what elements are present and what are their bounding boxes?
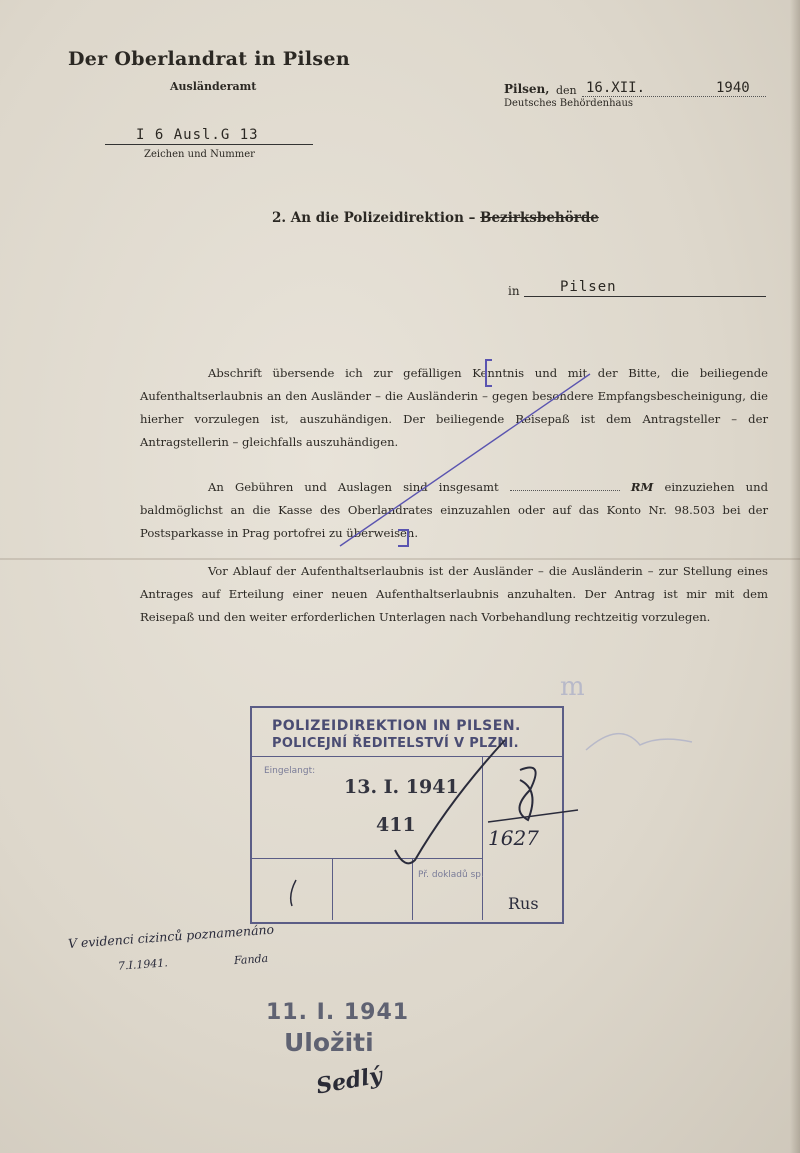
addressee-prefix: 2. An die Polizeidirektion – [272,210,476,226]
in-label: in [508,284,520,298]
note-underline [66,946,340,964]
addressee-struck-text: Bezirksbehörde [480,210,599,226]
fees-text-start: An Gebühren und Auslagen sind insgesamt [208,480,499,494]
faint-signature-stroke [586,734,692,750]
stamp-entry-number: 411 [376,814,416,836]
paragraph-renewal: Vor Ablauf der Aufenthaltserlaubnis ist der Ausländer – die Ausländerin – zur Stellung eines Antrages auf Erteilung einer neuen Aufenthaltserlaubnis anzuhalten. Der Antrag ist mir mit dem Reisepaß und den weiter erforderlichen Unterlagen nach Vorbehandlung rechtzeitig vorzulegen. [140,564,768,624]
stamp-field-label: Př. dokladů sp. [418,870,484,880]
date-value: 16.XII. [586,80,646,96]
bracket-stroke [291,880,296,906]
filing-stamp-date: 11. I. 1941 [266,1000,410,1025]
stamp-ref-number: 1627 [488,826,539,850]
reference-label: Zeichen und Nummer [144,149,255,160]
handwritten-note-signature: Fanda [233,951,269,968]
stamp-received-date: 13. I. 1941 [344,776,459,798]
issuer-office: Ausländeramt [170,80,257,93]
stamp-initial-signature: Rus [508,894,539,913]
reference-number: I 6 Ausl.G 13 [136,127,259,143]
stamp-title-czech: POLICEJNÍ ŘEDITELSTVÍ V PLZNI. [272,736,519,751]
filing-signature: Sedlý [314,1062,385,1100]
currency-label: RM [630,480,654,494]
issuer-name: Der Oberlandrat in Pilsen [68,48,350,70]
place-label: Pilsen, [504,82,550,96]
initial-g-stroke [519,768,535,821]
filing-stamp-word: Uložiti [284,1028,374,1057]
underline-stroke [488,810,578,822]
handwritten-note-date: 7.I.1941. [117,956,169,973]
handwritten-note: V evidenci cizinců poznamenáno [67,921,275,951]
stamp-received-label: Eingelangt: [264,766,316,776]
stamp-title-german: POLIZEIDIREKTION IN PILSEN. [272,718,521,734]
paragraph-transmittal: Abschrift übersende ich zur gefälligen Kenntnis und mit der Bitte, die beiliegende Aufenthaltserlaubnis an den Ausländer – die Ausländerin – gegen besondere Empfangsbescheinigung, die hierher vorzulegen ist, auszuhändigen. Der beiliegende Reisepaß ist dem Antragsteller – der Antragstellerin – gleichfalls auszuhändigen. [140,366,768,449]
year-value: 1940 [716,80,750,96]
city-value: Pilsen [560,279,617,295]
faint-pencil-initial: m [560,672,585,702]
building-label: Deutsches Behördenhaus [504,98,634,109]
fees-text-end: einzuziehen und baldmöglichst an die Kasse des Oberlandrates einzuzahlen oder auf das Konto Nr. 98.503 bei der Postsparkasse in Prag portofrei zu überweisen. [140,480,769,540]
checkmark-stroke [395,740,505,863]
date-prefix: den [556,84,577,97]
